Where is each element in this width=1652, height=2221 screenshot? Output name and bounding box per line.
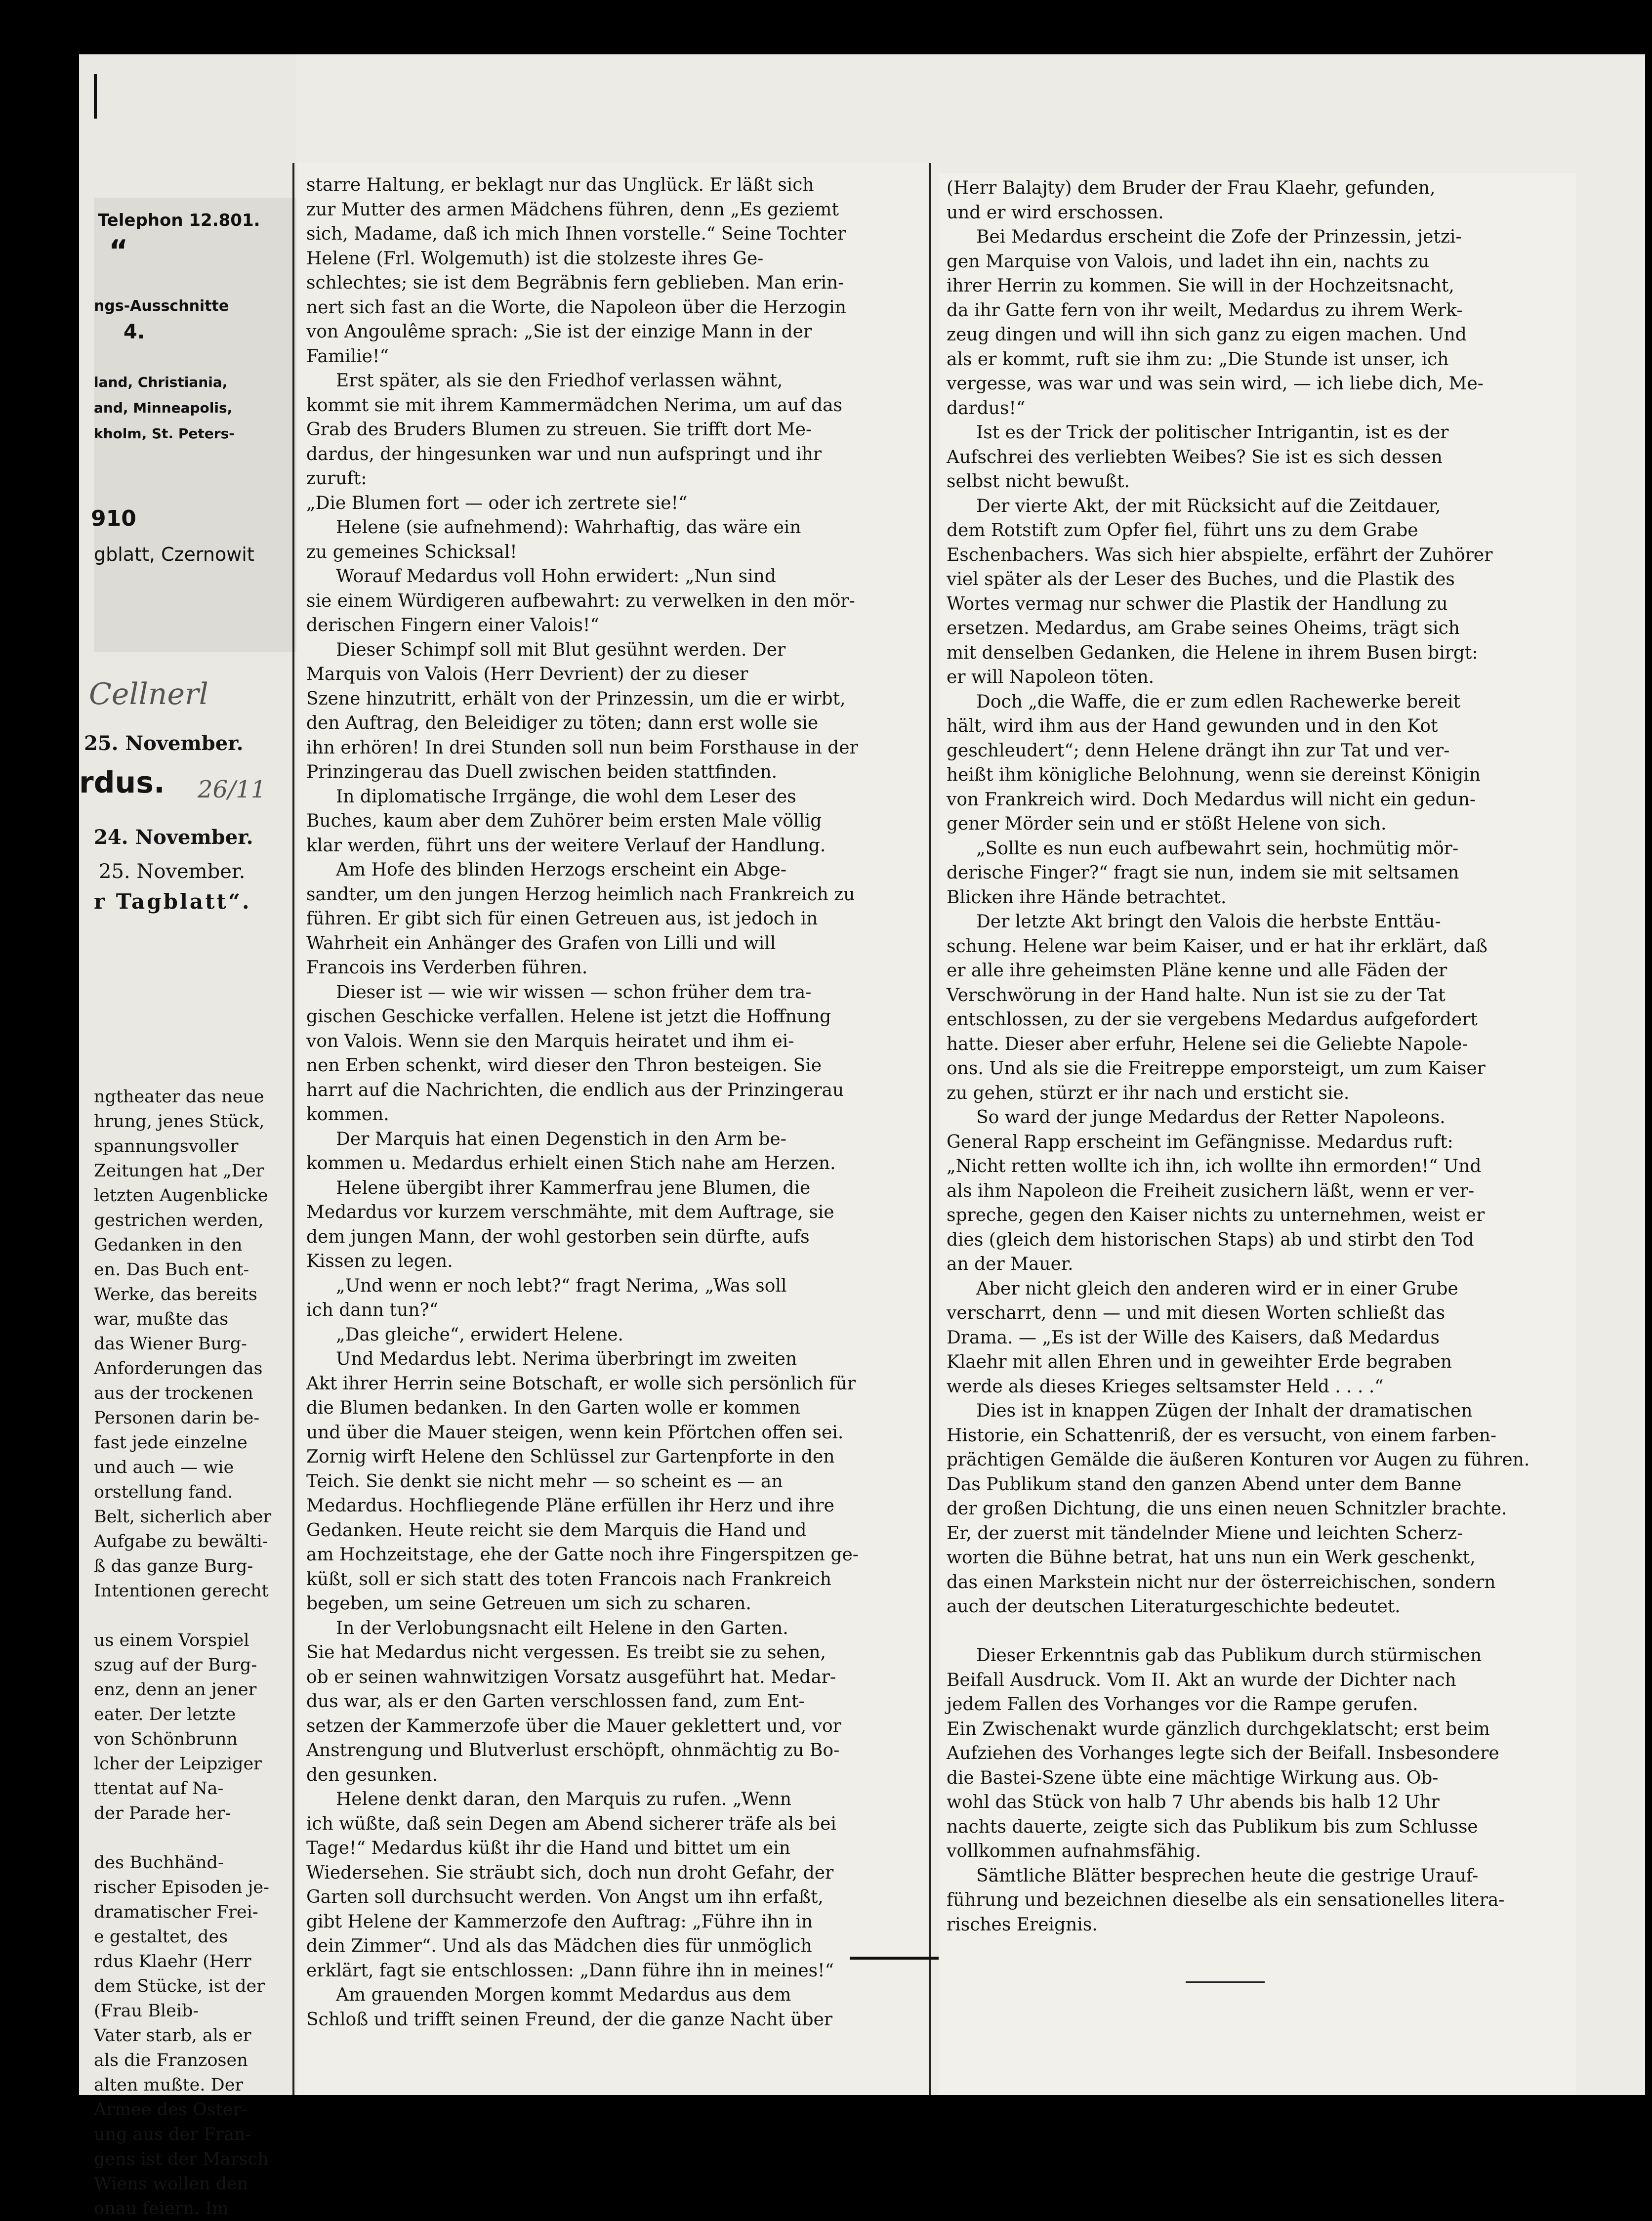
left-column-line: des Buchhänd- [94,1853,224,1873]
middle-column-line: ob er seinen wahnwitzigen Vorsatz ausgeführt hat. Medar- [306,1667,836,1687]
middle-column-line: Marquis von Valois (Herr Devrient) der zu dieser [306,664,748,684]
middle-column-line: führen. Er gibt sich für einen Getreuen aus, ist jedoch in [306,909,818,929]
middle-column-line: dus war, als er den Garten verschlossen fand, zum Ent- [306,1691,805,1712]
right-column [939,173,1576,2095]
left-column-line: letzten Augenblicke [94,1186,268,1206]
middle-column-line: begeben, um seine Getreuen um sich zu scharen. [306,1593,751,1614]
middle-column-line: Kissen zu legen. [306,1251,453,1271]
middle-column-line: Helene (Frl. Wolgemuth) ist die stolzeste ihres Ge- [306,248,764,269]
middle-column-line: starre Haltung, er beklagt nur das Unglück. Er läßt sich [306,175,814,195]
right-column-line: dies (gleich dem historischen Staps) ab und stirbt den Tod [947,1229,1474,1250]
middle-column-line: und über die Mauer steigen, wenn kein Pförtchen offen sei. [306,1422,844,1443]
middle-column-line: „Und wenn er noch lebt?“ fragt Nerima, „Was soll [336,1275,787,1296]
middle-column-line: klar werden, führt uns der weitere Verlauf der Handlung. [306,835,826,856]
crop-mark [94,74,97,119]
right-column-line: wohl das Stück von halb 7 Uhr abends bis halb 12 Uhr [947,1792,1440,1812]
middle-column-body [306,173,918,2032]
left-column-line: eater. Der letzte [94,1705,236,1724]
middle-column-line: kommen u. Medardus erhielt einen Stich nahe am Herzen. [306,1153,836,1173]
left-column-line: hrung, jenes Stück, [94,1112,265,1131]
middle-column-line: Schloß und trifft seinen Freund, der die ganze Nacht über [306,2009,833,2030]
right-column-line: So ward der junge Medardus der Retter Napoleons. [976,1107,1446,1128]
right-column-line: von Frankreich wird. Doch Medardus will nicht ein gedun- [947,789,1476,810]
right-column-line: und er wird erschossen. [947,202,1164,223]
middle-column-line: die Blumen bedanken. In den Garten wolle er kommen [306,1398,800,1418]
right-column-line: nachts dauerte, zeigte sich das Publikum bis zum Schlusse [947,1816,1478,1837]
stamp-line-7: kholm, St. Peters- [94,425,235,442]
right-column-line: Blicken ihre Hände betrachtet. [947,887,1227,908]
middle-column-line: zu gemeines Schicksal! [306,542,517,562]
right-column-line: gener Mörder sein und er stößt Helene von sich. [947,814,1387,834]
middle-column-line: dein Zimmer“. Und als das Mädchen dies für unmöglich [306,1936,812,1956]
right-column-line: Drama. — „Es ist der Wille des Kaisers, daß Medardus [947,1327,1440,1348]
handwritten-note: Cellnerl [89,677,208,712]
stamp-line-3: ngs-Ausschnitte [94,297,229,315]
left-column-line: en. Das Buch ent- [94,1260,249,1280]
stamp-line-5: land, Christiania, [94,374,228,390]
left-column-line: Gedanken in den [94,1235,243,1255]
right-column-line: Der vierte Akt, der mit Rücksicht auf die Zeitdauer, [976,496,1441,516]
right-column-line: ersetzen. Medardus, am Grabe seines Oheims, trägt sich [947,618,1460,638]
middle-column-line: Grab des Bruders Blumen zu streuen. Sie trifft dort Me- [306,419,812,440]
right-column-line: entschlossen, zu der sie vergebens Medardus aufgefordert [947,1009,1478,1030]
left-column-line: enz, denn an jener [94,1680,257,1700]
right-column-line: „Nicht retten wollte ich ihn, ich wollte ihn ermorden!“ Und [947,1156,1482,1176]
middle-column-line: Wahrheit ein Anhänger des Grafen von Lilli und will [306,933,776,954]
right-column-line: dem Rotstift zum Opfer fiel, führt uns zu dem Grabe [947,520,1418,541]
right-column-line: Dies ist in knappen Zügen der Inhalt der dramatischen [976,1401,1473,1421]
middle-column-line: Erst später, als sie den Friedhof verlassen wähnt, [336,371,783,391]
left-column-line: (Frau Bleib- [94,2001,199,2021]
dateline-1: 25. November. [84,732,244,755]
middle-column-line: Familie!“ [306,346,389,367]
left-column-line: als die Franzosen [94,2051,248,2070]
middle-column-line: Am grauenden Morgen kommt Medardus aus dem [336,1985,791,2005]
middle-column-line: schlechtes; sie ist dem Begräbnis fern geblieben. Man erin- [306,273,844,293]
left-column-line: Personen darin be- [94,1408,260,1428]
middle-column-line: Helene (sie aufnehmend): Wahrhaftig, das wäre ein [336,517,801,538]
left-column-line: dramatischer Frei- [94,1902,258,1922]
left-column-line: ung aus der Fran- [94,2125,251,2144]
middle-column-line: von Angoulême sprach: „Sie ist der einzige Mann in der [306,322,812,342]
middle-column-line: Worauf Medardus voll Hohn erwidert: „Nun sind [336,566,776,587]
left-column-line: Anforderungen das [94,1359,263,1379]
column-rule-left [292,163,294,2095]
middle-column-line: Akt ihrer Herrin seine Botschaft, er wolle sich persönlich für [306,1373,856,1394]
right-column-line: Aufziehen des Vorhanges legte sich der Beifall. Insbesondere [947,1743,1499,1763]
right-column-line: schung. Helene war beim Kaiser, und er hat ihr erklärt, daß [947,936,1487,957]
middle-column-line: Und Medardus lebt. Nerima überbringt im zweiten [336,1349,797,1369]
stamp-line-4: 4. [124,321,145,343]
right-column-line: verscharrt, denn — und mit diesen Worten schließt das [947,1303,1446,1323]
left-column-line: Aufgabe zu bewälti- [94,1532,268,1551]
left-column-line: Intentionen gerecht [94,1581,269,1601]
scratch-mark [850,1957,939,1960]
right-column-line: Dieser Erkenntnis gab das Publikum durch stürmischen [976,1645,1482,1666]
left-column-line: us einem Vorspiel [94,1631,249,1650]
left-column-line: lcher der Leipziger [94,1754,262,1774]
dateline-2: 24. November. [94,826,253,849]
middle-column-line: Anstrengung und Blutverlust erschöpft, ohnmächtig zu Bo- [306,1740,840,1760]
middle-column-line: In diplomatische Irrgänge, die wohl dem Leser des [336,786,796,807]
middle-column-line: sich, Madame, daß ich mich Ihnen vorstelle.“ Seine Tochter [306,224,846,244]
middle-column-line: Dieser ist — wie wir wissen — schon früher dem tra- [336,982,812,1003]
middle-column [296,163,928,2095]
right-column-line [947,1619,1568,1644]
middle-column-line: Buches, kaum aber dem Zuhörer beim ersten Male völlig [306,811,822,831]
left-column-line: das Wiener Burg- [94,1334,247,1354]
right-column-line: als er kommt, ruft sie ihm zu: „Die Stunde ist unser, ich [947,349,1449,370]
right-column-line: (Herr Balajty) dem Bruder der Frau Klaehr, gefunden, [947,178,1436,198]
middle-column-line: den gesunken. [306,1764,438,1785]
middle-column-line: kommt sie mit ihrem Kammermädchen Nerima, um auf das [306,395,843,416]
right-column-line: zu gehen, stürzt er ihr nach und ersticht sie. [947,1083,1350,1103]
middle-column-line: Medardus vor kurzem verschmähte, mit dem Auftrage, sie [306,1202,834,1222]
middle-column-line: zur Mutter des armen Mädchens führen, denn „Es geziemt [306,199,839,220]
middle-column-line: nen Erben schenkt, wird dieser den Thron besteigen. Sie [306,1055,822,1076]
middle-column-line: Garten soll durchsucht werden. Von Angst um ihn erfaßt, [306,1887,824,1907]
middle-column-line: setzen der Kammerzofe über die Mauer geklettert und, vor [306,1716,841,1736]
left-column-line: war, mußte das [94,1309,229,1329]
middle-column-line: „Die Blumen fort — oder ich zertrete sie!“ [306,493,688,513]
right-column-line: derische Finger?“ fragt sie nun, indem sie mit seltsamen [947,863,1459,883]
stamp-quote: “ [109,234,128,268]
left-column-line [94,1826,291,1850]
right-column-line: auch der deutschen Literaturgeschichte bedeutet. [947,1596,1401,1617]
middle-column-line: gibt Helene der Kammerzofe den Auftrag: „Führe ihn in [306,1911,813,1932]
right-column-line: Ein Zwischenakt wurde gänzlich durchgeklatscht; erst beim [947,1718,1490,1739]
right-column-line: Ist es der Trick der politischer Intrigantin, ist es der [976,422,1449,443]
right-column-line: heißt ihm königliche Belohnung, wenn sie dereinst Königin [947,765,1481,785]
middle-column-line: sie einem Würdigeren aufbewahrt: zu verwelken in den mör- [306,590,855,611]
left-column-line: ngtheater das neue [94,1087,264,1107]
right-column-line: als ihm Napoleon die Freiheit zusichern läßt, wenn er ver- [947,1180,1475,1201]
middle-column-line: den Auftrag, den Beleidiger zu töten; dann erst wolle sie [306,713,819,733]
right-column-line: dardus!“ [947,398,1026,419]
clipping-service-stamp [91,198,308,652]
right-column-line: führung und bezeichnen dieselbe als ein sensationelles litera- [947,1890,1505,1910]
middle-column-line: dem jungen Mann, der wohl gestorben sein dürfte, aufs [306,1226,810,1247]
middle-column-line: gischen Geschicke verfallen. Helene ist jetzt die Hoffnung [306,1006,831,1027]
right-column-line: an der Mauer. [947,1254,1074,1274]
middle-column-line: Der Marquis hat einen Degenstich in den Arm be- [336,1129,786,1149]
left-column-line: dem Stücke, ist der [94,1976,265,1996]
middle-column-line: derischen Fingern einer Valois!“ [306,615,599,635]
right-column-line: prächtigen Gemälde die äußeren Konturen vor Augen zu führen. [947,1450,1530,1470]
right-column-line: das einen Markstein nicht nur der österreichischen, sondern [947,1572,1496,1592]
middle-column-line: am Hochzeitstage, ehe der Gatte noch ihre Fingerspitzen ge- [306,1545,859,1565]
left-column-line: gens ist der Marsch [94,2149,269,2169]
middle-column-line: zuruft: [306,468,367,489]
right-column-line: General Rapp erscheint im Gefängnisse. Medardus ruft: [947,1131,1453,1152]
right-column-line: ons. Und als sie die Freitreppe emporsteigt, um zum Kaiser [947,1058,1486,1079]
right-column-line: Er, der zuerst mit tändelnder Miene und leichten Scherz- [947,1523,1463,1544]
handwritten-date: 26/11 [198,776,266,803]
left-column-line: aus der trockenen [94,1383,253,1403]
right-column-line: zeug dingen und will ihn sich ganz zu eigen machen. Und [947,325,1467,345]
middle-column-line: Medardus. Hochfliegende Pläne erfüllen ihr Herz und ihre [306,1496,834,1516]
left-column-line: und auch — wie [94,1458,234,1477]
right-column-line: vollkommen aufnahmsfähig. [947,1841,1201,1861]
left-column-body [94,1085,291,2221]
middle-column-line: ihn erhören! In drei Stunden soll nun beim Forsthause in der [306,737,858,758]
left-column-line: alten mußte. Der [94,2075,244,2095]
left-column-line: Werke, das bereits [94,1285,257,1304]
middle-column-line: Dieser Schimpf soll mit Blut gesühnt werden. Der [336,639,786,660]
end-rule [1186,1981,1265,1983]
right-column-line: viel später als der Leser des Buches, und die Plastik des [947,569,1455,589]
right-column-line: mit denselben Gedanken, die Helene in ihrem Busen birgt: [947,642,1478,663]
left-column-line: Vater starb, als er [94,2026,251,2046]
middle-column-line: küßt, soll er sich statt des toten Francois nach Frankreich [306,1569,831,1590]
right-column-line: werde als dieses Krieges seltsamster Held . . . .“ [947,1376,1384,1397]
right-column-line: Doch „die Waffe, die er zum edlen Rachewerke bereit [976,691,1460,712]
right-column-line: Wortes vermag nur schwer die Plastik der Handlung zu [947,593,1448,614]
middle-column-line: ich dann tun?“ [306,1300,439,1320]
middle-column-line: Szene hinzutritt, erhält von der Prinzessin, um die er wirbt, [306,688,846,709]
right-column-line: Historie, ein Schattenriß, der es versucht, von einem farben- [947,1425,1497,1446]
right-column-line: er will Napoleon töten. [947,667,1155,687]
left-column-line: ttentat auf Na- [94,1779,224,1799]
middle-column-line: dardus, der hingesunken war und nun aufspringt und ihr [306,444,822,464]
middle-column-line: Am Hofe des blinden Herzogs erscheint ein Abge- [336,860,786,880]
middle-column-line: harrt auf die Nachrichten, die endlich aus der Prinzingerau [306,1080,844,1100]
right-column-line: hatte. Dieser aber erfuhr, Helene sei die Geliebte Napole- [947,1034,1468,1054]
middle-column-line: kommen. [306,1104,389,1125]
right-column-line: er alle ihre geheimsten Pläne kenne und alle Fäden der [947,961,1447,981]
middle-column-line: Prinzingerau das Duell zwischen beiden stattfinden. [306,762,778,782]
left-column-line: ß das ganze Burg- [94,1556,253,1576]
dateline-3: 25. November. [99,860,246,883]
left-column-line: fast jede einzelne [94,1433,248,1453]
middle-column-line: Wiedersehen. Sie sträubt sich, doch nun droht Gefahr, der [306,1862,834,1883]
right-column-line: gen Marquise von Valois, und ladet ihn ein, nachts zu [947,251,1430,272]
middle-column-line: erklärt, fagt sie entschlossen: „Dann führe ihn in meines!“ [306,1960,834,1981]
middle-column-line: Helene denkt daran, den Marquis zu rufen. „Wenn [336,1789,791,1809]
middle-column-line: Zornig wirft Helene den Schlüssel zur Gartenpforte in den [306,1447,835,1467]
middle-column-line: Helene übergibt ihrer Kammerfrau jene Blumen, die [336,1177,811,1198]
left-column-line [94,1603,291,1628]
stamp-year: 910 [91,506,136,531]
middle-column-line: ich wüßte, daß sein Degen am Abend sicherer träfe als bei [306,1813,836,1834]
right-column-line: spreche, gegen den Kaiser nichts zu unternehmen, weist er [947,1205,1485,1225]
right-column-line: da ihr Gatte fern von ihr weilt, Medardus zu ihrem Werk- [947,300,1463,321]
middle-column-line: Tage!“ Medardus küßt ihr die Hand und bittet um ein [306,1838,790,1858]
right-column-line: Eschenbachers. Was sich hier abspielte, erfährt der Zuhörer [947,545,1493,565]
left-column-line: onau feiern. Im [94,2199,229,2219]
left-column-line: e gestaltet, des [94,1927,228,1947]
right-column-line: Klaehr mit allen Ehren und in geweihter Erde begraben [947,1352,1452,1372]
left-column-line: Armee des Oster- [94,2100,247,2120]
right-column-line: Das Publikum stand den ganzen Abend unter dem Banne [947,1474,1462,1495]
right-column-line: hält, wird ihm aus der Hand gewunden und in den Kot [947,716,1438,736]
middle-column-line: Teich. Sie denkt sie nicht mehr — so scheint es — an [306,1471,783,1492]
middle-column-line: nert sich fast an die Worte, die Napoleon über die Herzogin [306,297,846,318]
newspaper-name: r Tagblatt“. [94,889,251,914]
left-column-line: Belt, sicherlich aber [94,1507,272,1527]
right-column-line: Bei Medardus erscheint die Zofe der Prinzessin, jetzi- [976,227,1462,247]
left-column-line: orstellung fand. [94,1482,233,1502]
left-column-line: spannungsvoller [94,1136,239,1156]
middle-column-line: „Das gleiche“, erwidert Helene. [336,1324,623,1345]
column-rule-right [929,163,931,2095]
right-column-line: worten die Bühne betrat, hat uns nun ein Werk geschenkt, [947,1548,1476,1568]
right-column-body [947,176,1568,1937]
middle-column-line: Sie hat Medardus nicht vergessen. Es treibt sie zu sehen, [306,1642,826,1663]
left-column-line: szug auf der Burg- [94,1655,257,1675]
right-column-line: die Bastei-Szene übte eine mächtige Wirkung aus. Ob- [947,1767,1439,1788]
stamp-telephone: Telephon 12.801. [98,210,260,230]
right-column-line: selbst nicht bewußt. [947,471,1130,492]
middle-column-line: Francois ins Verderben führen. [306,958,588,978]
right-column-line: ihrer Herrin zu kommen. Sie will in der Hochzeitsnacht, [947,276,1454,296]
stamp-line-6: and, Minneapolis, [94,400,233,416]
right-column-line: geschleudert“; denn Helene drängt ihn zur Tat und ver- [947,740,1450,761]
right-column-line: risches Ereignis. [947,1914,1098,1935]
right-column-line: Aufschrei des verliebten Weibes? Sie ist es sich dessen [947,447,1443,467]
stamp-paper-name: gblatt, Czernowit [94,544,254,565]
right-column-line: der großen Dichtung, die uns einen neuen Schnitzler brachte. [947,1499,1507,1519]
right-column-line: jedem Fallen des Vorhanges vor die Rampe gerufen. [947,1694,1418,1715]
middle-column-line: von Valois. Wenn sie den Marquis heiratet und ihm ei- [306,1031,794,1051]
right-column-line: „Sollte es nun euch aufbewahrt sein, hochmütig mör- [976,838,1459,859]
right-column-line: Der letzte Akt bringt den Valois die herbste Enttäu- [976,912,1441,932]
left-column-line: von Schönbrunn [94,1729,238,1749]
left-column-line: rischer Episoden je- [94,1878,269,1897]
right-column-line: vergesse, was war und was sein wird, — ich liebe dich, Me- [947,374,1484,394]
right-column-line: Sämtliche Blätter besprechen heute die gestrige Urauf- [976,1865,1479,1886]
left-column-line: der Parade her- [94,1803,231,1823]
right-column-line: Verschwörung in der Hand halte. Nun ist sie zu der Tat [947,985,1446,1006]
middle-column-line: In der Verlobungsnacht eilt Helene in den Garten. [336,1618,788,1638]
middle-column-line: sandter, um den jungen Herzog heimlich nach Frankreich zu [306,884,855,905]
left-column-line: Wiens wollen den [94,2174,248,2194]
left-column-line: gestrichen werden, [94,1211,264,1230]
left-column-line: Zeitungen hat „Der [94,1161,264,1181]
right-column-line: Aber nicht gleich den anderen wird er in einer Grube [976,1278,1458,1299]
stamp-text [91,208,301,567]
left-column-line: rdus Klaehr (Herr [94,1952,251,1971]
right-column-line: Beifall Ausdruck. Vom II. Akt an wurde der Dichter nach [947,1670,1456,1690]
middle-column-line: Gedanken. Heute reicht sie dem Marquis die Hand und [306,1520,807,1541]
article-title-fragment: rdus. [79,765,165,800]
